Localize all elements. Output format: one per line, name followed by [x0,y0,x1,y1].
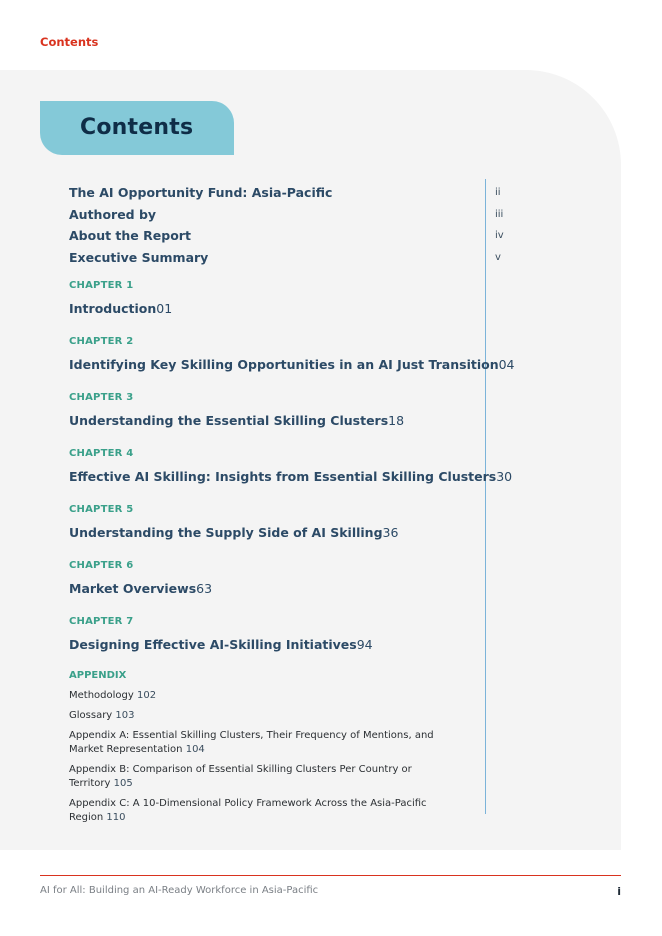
appendix-entry-page: 104 [185,744,205,756]
front-matter-list [69,179,529,265]
appendix-entry-title: Appendix B: Comparison of Essential Skilling Clusters Per Country or Territory [69,764,412,790]
chapter-label: CHAPTER 4 [69,448,134,460]
chapter-entry[interactable] [69,279,529,321]
toc-entry-title: The AI Opportunity Fund: Asia-Pacific [69,185,333,200]
toc-entry[interactable] [69,222,529,244]
toc-entry[interactable] [69,201,529,223]
appendix-section [69,669,529,825]
footer-title: AI for All: Building an AI-Ready Workforce in Asia-Pacific [40,885,319,896]
toc-entry-title: Executive Summary [69,249,209,265]
toc-entry-title: Authored by [69,206,157,222]
chapter-page: 30 [496,469,513,485]
chapter-page: 94 [356,637,373,653]
chapter-page: 01 [156,301,173,317]
appendix-entry-title: Appendix A: Essential Skilling Clusters, Their Frequency of Mentions, and Market Representation [69,730,434,756]
chapter-title: Effective AI Skilling: Insights from Essential Skilling Clusters [69,469,497,485]
chapter-label: CHAPTER 6 [69,560,134,572]
table-of-contents [69,179,529,825]
appendix-entry[interactable] [69,797,439,825]
header-section-tag: Contents [40,35,99,49]
appendix-entry-title: Appendix C: A 10-Dimensional Policy Framework Across the Asia-Pacific Region [69,798,427,824]
toc-entry-page: iv [495,230,504,242]
chapter-page: 04 [498,357,515,373]
appendix-entry-title: Glossary [69,710,113,722]
footer-page-number: i [617,885,621,898]
appendix-entry[interactable] [69,729,439,757]
toc-entry-page: v [495,251,501,263]
footer-divider [40,875,621,876]
toc-entry-page: ii [495,187,501,198]
appendix-entry-page: 103 [115,710,135,722]
appendix-entry-title: Methodology [69,690,134,702]
chapter-page: 63 [196,581,213,597]
appendix-entry-page: 102 [136,690,157,702]
chapter-label: CHAPTER 1 [69,280,134,292]
toc-entry-page: iii [495,208,504,220]
appendix-entry-page: 110 [106,812,126,824]
toc-entry[interactable] [69,244,529,266]
chapter-title: Identifying Key Skilling Opportunities in an AI Just Transition [69,357,499,373]
toc-entry[interactable] [69,179,529,201]
appendix-entry[interactable] [69,689,439,703]
chapter-page: 36 [382,525,399,541]
appendix-label: APPENDIX [69,670,127,682]
chapter-label: CHAPTER 7 [69,616,134,628]
chapter-title: Introduction [69,301,157,317]
chapter-entry[interactable] [69,503,529,545]
chapter-entry[interactable] [69,559,529,601]
chapter-entry[interactable] [69,335,529,377]
chapter-entry[interactable] [69,391,529,433]
chapter-label: CHAPTER 2 [69,336,134,348]
chapter-title: Designing Effective AI-Skilling Initiatives [69,637,357,653]
appendix-entry-page: 105 [113,778,133,790]
chapter-label: CHAPTER 3 [69,392,134,404]
chapter-title: Market Overviews [69,581,197,597]
chapter-page: 18 [388,413,405,429]
appendix-entry[interactable] [69,709,439,723]
chapter-title: Understanding the Essential Skilling Clusters [69,413,389,429]
toc-entry-title: About the Report [69,228,191,244]
chapter-title: Understanding the Supply Side of AI Skilling [69,525,383,541]
chapter-label: CHAPTER 5 [69,504,134,516]
chapter-entry[interactable] [69,615,529,657]
title-tab [40,101,234,155]
chapter-entry[interactable] [69,447,529,489]
appendix-entry[interactable] [69,763,439,791]
page-title: Contents [80,115,194,140]
